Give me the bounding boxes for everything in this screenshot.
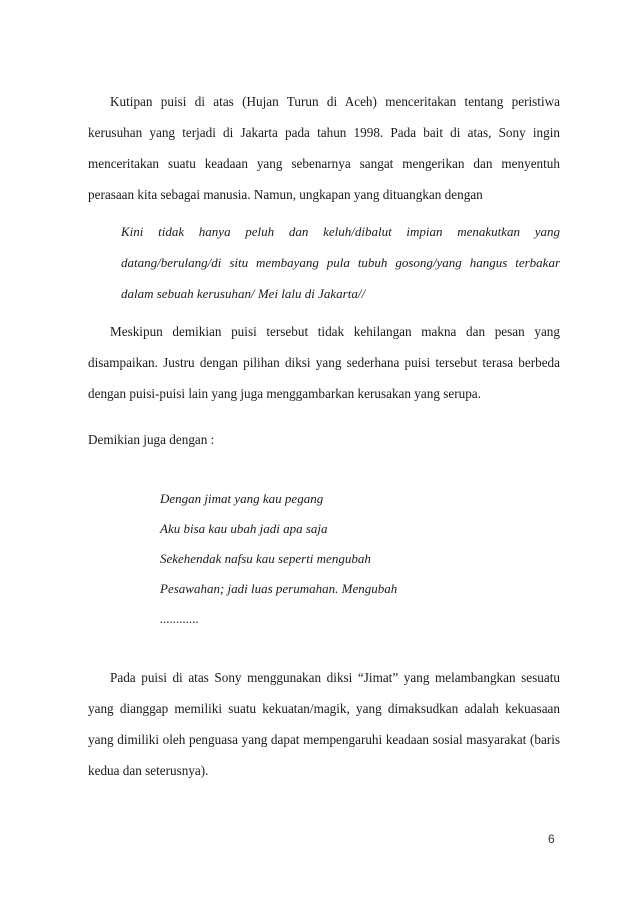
- verse-ellipsis: ............: [160, 611, 199, 626]
- verse-line: Sekehendak nafsu kau seperti mengubah: [160, 551, 371, 566]
- paragraph-intro: Kutipan puisi di atas (Hujan Turun di Aceh) menceritakan tentang peristiwa kerusuhan yang terjadi di Jakarta pada tahun 1998. Pada bait di atas, Sony ingin menceritakan suatu keadaan yang sebenarnya sangat mengerikan dan menyentuh perasaan kita sebagai manusia. Namun, ungkapan yang dituangkan dengan: [88, 94, 560, 202]
- paragraph-meaning: Meskipun demikian puisi tersebut tidak kehilangan makna dan pesan yang disampaikan. Justru dengan pilihan diksi yang sederhana puisi tersebut terasa berbeda dengan puisi-puisi lain yang juga menggambarkan kerusakan yang serupa.: [88, 324, 560, 401]
- poem-verse-block: [160, 484, 540, 634]
- verse-line: Pesawahan; jadi luas perumahan. Mengubah: [160, 581, 398, 596]
- poem-quote-block: Kini tidak hanya peluh dan keluh/dibalut impian menakutkan yang datang/berulang/di situ membayang pula tubuh gosong/yang hangus terbakar dalam sebuah kerusuhan/ Mei lalu di Jakarta//: [121, 224, 560, 301]
- paragraph-transition: Demikian juga dengan :: [88, 432, 215, 447]
- verse-line: Aku bisa kau ubah jadi apa saja: [160, 521, 328, 536]
- page-number: 6: [548, 832, 555, 846]
- verse-line: Dengan jimat yang kau pegang: [160, 491, 324, 506]
- paragraph-analysis: Pada puisi di atas Sony menggunakan diksi “Jimat” yang melambangkan sesuatu yang dianggap memiliki suatu kekuatan/magik, yang dimaksudkan adalah kekuasaan yang dimiliki oleh penguasa yang dapat mempengaruhi keadaan sosial masyarakat (baris kedua dan seterusnya).: [88, 670, 560, 778]
